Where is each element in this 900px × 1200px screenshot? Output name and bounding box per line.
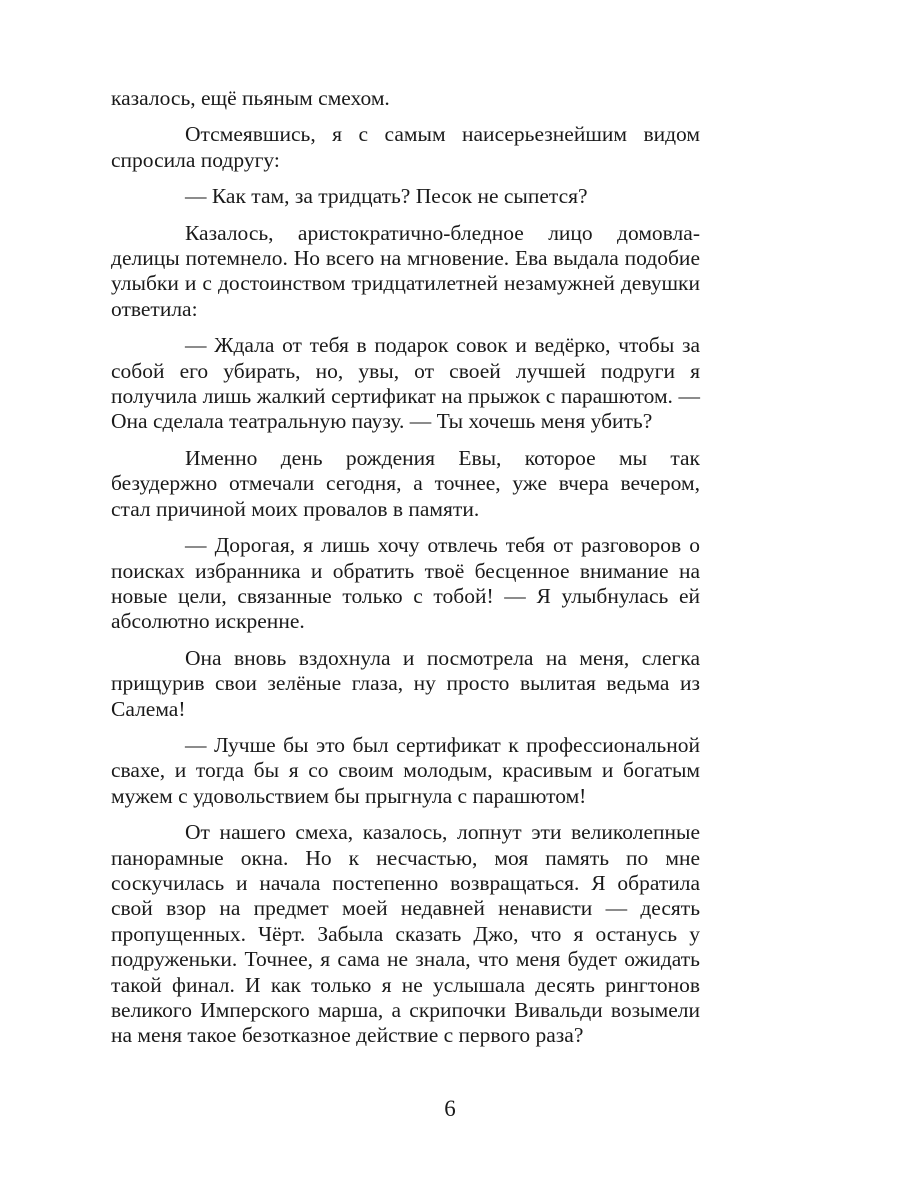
paragraph-5: — Ждала от тебя в подарок совок и ведёрко, чтобы за собой его убирать, но, увы, от своей лучшей подруги я получила лишь жалкий сертификат на прыжок с парашютом. — Она сделала театральную паузу. — Ты хочешь меня убить?	[111, 333, 700, 434]
paragraph-3: — Как там, за тридцать? Песок не сыпется?	[185, 184, 588, 209]
paragraph-10: От нашего смеха, казалось, лопнут эти великолепные панорамные окна. Но к несчастью, моя память по мне соскучилась и начала постепенно возвращаться. Я обратила свой взор на предмет моей недавней ненависти — десять пропущенных. Чёрт. Забыла сказать Джо, что я останусь у подруженьки. Точнее, я сама не знала, что меня будет ожидать такой финал. И как только я не услышала десять рингтонов великого Имперского марша, а скрипочки Вивальди возымели на меня такое безотказное действие с первого раза?	[111, 820, 700, 1048]
paragraph-1: казалось, ещё пьяным смехом.	[111, 86, 390, 110]
paragraph-7: — Дорогая, я лишь хочу отвлечь тебя от разговоров о поисках избранника и обратить твоё бесценное внимание на новые цели, связанные только с тобой! — Я улыбнулась ей абсолютно искренне.	[111, 533, 700, 634]
page-number: 6	[444, 1096, 456, 1121]
paragraph-2: Отсмеявшись, я с самым наисерьезнейшим видом спросила подругу:	[111, 122, 700, 172]
paragraph-9: — Лучше бы это был сертификат к профессиональной свахе, и тогда бы я со своим молодым, красивым и богатым мужем с удовольствием бы прыгнула с парашютом!	[111, 732, 700, 808]
paragraph-6: Именно день рождения Евы, которое мы так безудержно отмечали сегодня, а точнее, уже вчера вечером, стал причиной моих провалов в памяти.	[111, 445, 700, 521]
paragraph-4: Казалось, аристократично-бледное лицо домовладелицы потемнело. Но всего на мгновение. Ева выдала подобие улыбки и с достоинством тридцатилетней незамужней девушки ответила:	[111, 220, 700, 321]
body-text	[111, 86, 700, 1060]
paragraph-8: Она вновь вздохнула и посмотрела на меня, слегка прищурив свои зелёные глаза, ну просто вылитая ведьма из Салема!	[111, 645, 700, 721]
